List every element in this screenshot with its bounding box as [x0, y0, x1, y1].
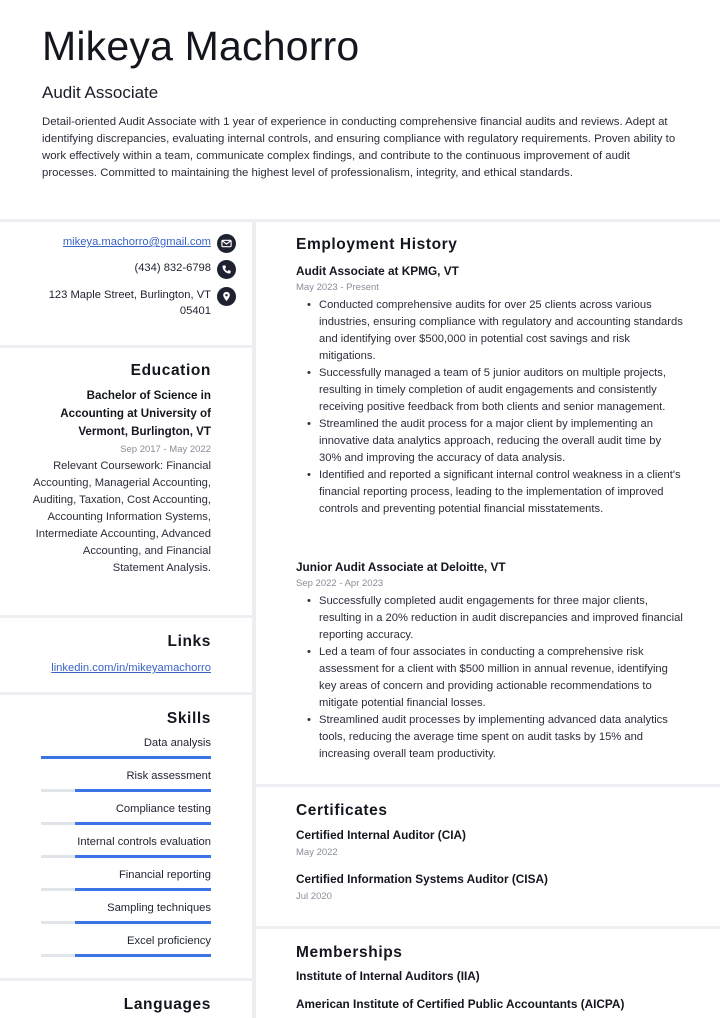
- certificate-date: Jul 2020: [296, 891, 332, 902]
- address: 123 Maple Street, Burlington, VT 05401: [48, 289, 211, 317]
- skill-item: [41, 934, 211, 957]
- skill-level-bar: [41, 789, 211, 792]
- email-link[interactable]: mikeya.machorro@gmail.com: [62, 236, 211, 248]
- job-bullet: • Successfully completed audit engagements for three major clients, resulting in a 20% reduction in audit discrepancies and improved financial reporting accuracy.: [296, 593, 686, 644]
- sidebar-divider: [0, 615, 252, 618]
- skills-heading: Skills: [166, 710, 211, 727]
- certificate-name: Certified Internal Auditor (CIA): [296, 828, 466, 842]
- skill-level-bar: [41, 756, 211, 759]
- skill-item: [41, 736, 211, 759]
- sidebar-divider: [0, 692, 252, 695]
- main-divider: [256, 784, 720, 787]
- main-divider: [256, 926, 720, 929]
- skill-level-fill: [75, 888, 211, 891]
- skill-level-fill: [75, 822, 211, 825]
- skill-level-bar: [41, 888, 211, 891]
- linkedin-link[interactable]: linkedin.com/in/mikeyamachorro: [51, 662, 211, 674]
- main-content: [256, 222, 720, 1018]
- candidate-job-title: Audit Associate: [42, 83, 159, 102]
- skill-name: Financial reporting: [118, 869, 211, 881]
- memberships-heading: Memberships: [296, 944, 403, 961]
- skill-name: Sampling techniques: [107, 902, 211, 914]
- skill-item: [41, 835, 211, 858]
- languages-heading: Languages: [123, 996, 211, 1013]
- links-list: [31, 658, 211, 676]
- location-pin-icon: [217, 287, 236, 306]
- certificate-entry: [296, 827, 466, 860]
- skill-item: [41, 901, 211, 924]
- skill-level-bar: [41, 855, 211, 858]
- skill-level-fill: [75, 855, 211, 858]
- sidebar-divider: [0, 978, 252, 981]
- skill-level-bar: [41, 921, 211, 924]
- sidebar: [0, 222, 252, 1018]
- skill-name: Data analysis: [143, 737, 211, 749]
- job-title: Junior Audit Associate at Deloitte, VT: [296, 560, 506, 574]
- job-dates: May 2023 - Present: [296, 282, 379, 293]
- job-bullet: • Conducted comprehensive audits for over 25 clients across various industries, ensuring compliance with regulatory and accounting standards and identifying over $500,000 in potential cost savings and risk mitigations.: [296, 297, 686, 365]
- job-dates: Sep 2022 - Apr 2023: [296, 578, 384, 589]
- skill-item: [41, 769, 211, 792]
- job-title: Audit Associate at KPMG, VT: [296, 264, 459, 278]
- certificate-entry: [296, 871, 548, 904]
- skill-name: Internal controls evaluation: [77, 836, 211, 848]
- professional-summary: Detail-oriented Audit Associate with 1 year of experience in conducting comprehensive financial audits and reviews. Adept at identifying discrepancies, evaluating internal controls, and ensuring compliance with regulatory requirements. Proven ability to work effectively within a team, communicate complex findings, and contribute to the continuous improvement of audit processes. Committed to maintaining the highest level of professionalism, integrity, and ethical standards.: [42, 116, 676, 179]
- certificates-heading: Certificates: [296, 802, 388, 819]
- links-heading: Links: [167, 633, 211, 650]
- job-bullet: • Streamlined audit processes by implementing advanced data analytics tools, reducing the average time spent on audit tasks by 15% and increasing overall team productivity.: [296, 712, 686, 763]
- education-entry: [31, 387, 211, 577]
- job-bullet: • Successfully managed a team of 5 junior auditors on multiple projects, resulting in timely completion of audit engagements and consistently receiving positive feedback from both clients and senior management.: [296, 365, 686, 416]
- skill-item: [41, 802, 211, 825]
- contact-address-row: [35, 287, 236, 319]
- skill-level-fill: [75, 954, 211, 957]
- certificate-name: Certified Information Systems Auditor (CISA): [296, 872, 548, 886]
- education-description: Relevant Coursework: Financial Accounting, Managerial Accounting, Auditing, Taxation, Cost Accounting, Accounting Information Systems, Intermediate Accounting, Advanced Accounting, and Financial Statement Analysis.: [32, 460, 211, 574]
- membership-item: American Institute of Certified Public Accountants (AICPA): [296, 997, 625, 1011]
- employment-heading: Employment History: [296, 236, 458, 253]
- resume-header: [0, 0, 720, 220]
- job-bullet: • Streamlined the audit process for a major client by implementing an innovative data analytics approach, reducing the overall audit time by 30% and improving the accuracy of data analysis.: [296, 416, 686, 467]
- job-bullet: • Led a team of four associates in conducting a comprehensive risk assessment for a client with $500 million in annual revenue, identifying key areas of concern and providing actionable recommendations to mitigate potential financial losses.: [296, 644, 686, 712]
- certificate-date: May 2022: [296, 847, 338, 858]
- skill-item: [41, 868, 211, 891]
- phone-number[interactable]: (434) 832-6798: [134, 262, 211, 274]
- education-dates: Sep 2017 - May 2022: [120, 444, 211, 455]
- envelope-icon: [217, 234, 236, 253]
- contact-email-row: [63, 234, 236, 253]
- job-bullet: • Identified and reported a significant internal control weakness in a client's financial reporting process, leading to the implementation of improved controls and preventing potential financial misstatements.: [296, 467, 686, 518]
- skill-level-bar: [41, 954, 211, 957]
- job-entry: [296, 263, 686, 518]
- skill-level-fill: [75, 921, 211, 924]
- job-bullets: [296, 297, 686, 518]
- candidate-name: Mikeya Machorro: [42, 23, 360, 69]
- skill-level-fill: [75, 789, 211, 792]
- education-degree: Bachelor of Science in Accounting at University of Vermont, Burlington, VT: [60, 389, 211, 438]
- job-entry: [296, 559, 686, 763]
- skill-level-fill: [41, 756, 211, 759]
- skill-name: Excel proficiency: [127, 935, 211, 947]
- skill-level-bar: [41, 822, 211, 825]
- membership-item: Institute of Internal Auditors (IIA): [296, 969, 480, 983]
- skill-name: Risk assessment: [126, 770, 211, 782]
- phone-icon: [217, 260, 236, 279]
- job-bullets: [296, 593, 686, 763]
- sidebar-divider: [0, 345, 252, 348]
- contact-phone-row: [134, 260, 236, 279]
- education-heading: Education: [130, 362, 211, 379]
- skill-name: Compliance testing: [115, 803, 211, 815]
